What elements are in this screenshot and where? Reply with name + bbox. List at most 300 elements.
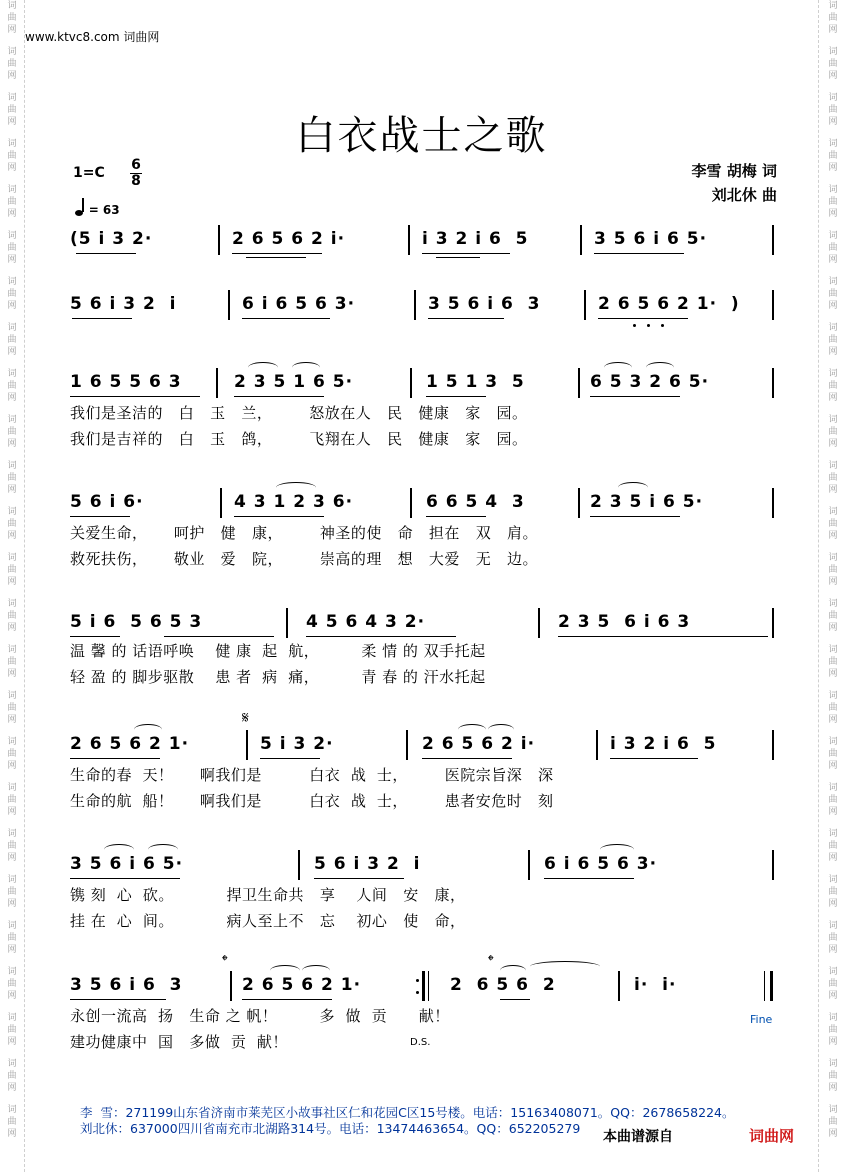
watermark-char: 网 [828,715,838,725]
watermark-char: 网 [828,117,838,127]
slur [604,362,632,373]
watermark-char: 曲 [828,151,838,161]
beam-line [590,396,680,397]
measure: 5 6 i 6· [70,492,144,512]
watermark-char: 词 [7,93,17,103]
ds-marker: D.S. [410,1037,431,1048]
meter-top: 6 [131,157,141,173]
source-label: 本曲谱源自 [603,1129,673,1145]
watermark-char: 曲 [828,841,838,851]
watermark-char: 网 [7,715,17,725]
watermark-char: 词 [7,1105,17,1115]
watermark-char: 曲 [7,703,17,713]
beam-line [426,516,486,517]
beam-line [436,257,480,258]
barline [772,730,774,760]
watermark-char: 词 [828,783,838,793]
beam-line [544,878,634,879]
watermark-char: 网 [828,1037,838,1047]
watermark-char: 词 [828,1013,838,1023]
fine-marker: Fine [750,1013,773,1026]
watermark-char: 网 [7,577,17,587]
watermark-char: 曲 [7,887,17,897]
watermark-char: 网 [828,209,838,219]
measure: 2 6 5 6 2 i· [232,229,346,249]
barline [406,730,408,760]
watermark-char: 词 [828,875,838,885]
slur [104,844,134,855]
watermark-char: 曲 [828,1071,838,1081]
watermark-char: 词 [828,139,838,149]
beam-line [70,999,166,1000]
beam-line [70,758,160,759]
lyric-line-1: 永创一流高 扬 生命 之 帆！ 多 做 贡 献！ [70,1007,450,1025]
watermark-char: 曲 [7,381,17,391]
watermark-char: 网 [7,945,17,955]
beam-line [594,253,684,254]
slur [600,844,634,855]
measure: 5 6 i 3 2 i [314,854,421,874]
watermark-char: 曲 [828,749,838,759]
watermark-char: 词 [7,737,17,747]
footer-contact-1: 李 雪：271199山东省济南市莱芜区小故事社区仁和花园C区15号楼。电话：15163408071。QQ：2678658224。 [80,1105,735,1120]
beam-line [70,516,130,517]
watermark-char: 曲 [7,197,17,207]
watermark-char: 曲 [7,13,17,23]
watermark-char: 曲 [7,1117,17,1127]
barline [772,850,774,880]
watermark-char: 词 [7,1,17,11]
watermark-char: 词 [828,93,838,103]
watermark-char: 曲 [7,749,17,759]
measure: 2 6 5 6 2 1· [242,975,362,995]
watermark-char: 词 [7,323,17,333]
watermark-char: 曲 [828,565,838,575]
watermark-char: 词 [828,553,838,563]
barline [216,368,218,398]
watermark-char: 词 [7,369,17,379]
barline [230,971,232,1001]
beam-line [76,253,136,254]
lyric-line-2: 救死扶伤， 敬业 爱 院， 崇高的理 想 大爱 无 边。 [70,550,539,568]
watermark-char: 网 [828,255,838,265]
watermark-char: 网 [7,531,17,541]
beam-line [234,516,324,517]
measure: 1 5 1 3 5 [426,372,525,392]
watermark-char: 曲 [7,565,17,575]
watermark-char: 词 [828,737,838,747]
watermark-char: 曲 [7,841,17,851]
measure: (5 i 3 2· [70,229,153,249]
watermark-char: 词 [7,1059,17,1069]
beam-line [422,758,512,759]
slur [530,961,600,972]
watermark-char: 词 [828,369,838,379]
barline [584,290,586,320]
watermark-char: 网 [828,899,838,909]
watermark-char: 网 [7,71,17,81]
slur [148,844,178,855]
watermark-char: 曲 [7,1025,17,1035]
repeat-barline [422,971,425,1001]
watermark-char: 曲 [828,795,838,805]
watermark-char: 曲 [7,519,17,529]
key-signature: 1=C [73,165,105,181]
watermark-char: 曲 [828,933,838,943]
watermark-char: 网 [828,807,838,817]
watermark-char: 网 [828,439,838,449]
lyricist-credit: 李雪 胡梅 词 [691,162,777,180]
coda-mark: 𝄌 [222,951,228,970]
measure: 5 i 3 2· [260,734,334,754]
watermark-char: 曲 [7,243,17,253]
final-barline-thin [764,971,765,1001]
watermark-char: 词 [828,691,838,701]
measure: 2 3 5 i 6 5· [590,492,704,512]
low-octave-dot [661,324,664,327]
measure: 4 3 1 2 3 6· [234,492,354,512]
beam-line [590,516,680,517]
watermark-char: 词 [7,277,17,287]
measure: 3 5 6 i 6 5· [70,854,184,874]
watermark-char: 曲 [828,381,838,391]
composer-credit: 刘北休 曲 [711,186,777,204]
watermark-char: 网 [828,25,838,35]
slur [302,965,330,976]
watermark-char: 网 [828,577,838,587]
watermark-char: 网 [828,163,838,173]
watermark-char: 曲 [828,519,838,529]
watermark-char: 曲 [7,105,17,115]
watermark-char: 词 [7,967,17,977]
watermark-char: 曲 [828,657,838,667]
watermark-char: 曲 [7,611,17,621]
slur [618,482,648,493]
measure: 4 5 6 4 3 2· [306,612,426,632]
song-title: 白衣战士之歌 [295,113,548,159]
watermark-char: 曲 [828,13,838,23]
watermark-char: 网 [828,531,838,541]
lyric-line-1: 生命的春 天！ 啊我们是 白衣 战 士， 医院宗旨深 深 [70,766,554,784]
watermark-char: 曲 [828,1117,838,1127]
measure: 6 5 3 2 6 5· [590,372,710,392]
beam-line [558,636,768,637]
tempo-value: = 63 [88,203,120,217]
watermark-char: 网 [828,301,838,311]
watermark-char: 词 [7,599,17,609]
watermark-char: 网 [7,347,17,357]
slur [270,965,300,976]
beam-line [242,999,332,1000]
slur [458,724,486,735]
measure: 2 6 5 6 2 [450,975,556,995]
watermark-char: 网 [828,761,838,771]
watermark-char: 词 [7,921,17,931]
beam-line [70,396,200,397]
watermark-char: 网 [828,945,838,955]
left-watermark-column [2,0,22,1172]
barline [580,225,582,255]
beam-line [610,758,698,759]
watermark-char: 曲 [7,289,17,299]
beam-line [314,878,404,879]
watermark-char: 曲 [828,197,838,207]
watermark-char: 词 [828,599,838,609]
watermark-char: 词 [828,921,838,931]
beam-line [246,257,306,258]
watermark-char: 网 [7,1037,17,1047]
watermark-char: 曲 [7,59,17,69]
lyric-line-1: 镌 刻 心 砍。 捍卫生命共 享 人间 安 康， [70,886,466,904]
measure: 6 i 6 5 6 3· [242,294,356,314]
slur [134,724,162,735]
watermark-char: 曲 [7,979,17,989]
watermark-char: 曲 [828,887,838,897]
low-octave-dot [647,324,650,327]
watermark-char: 网 [7,807,17,817]
watermark-char: 曲 [828,289,838,299]
watermark-char: 曲 [7,657,17,667]
beam-line [426,396,486,397]
watermark-char: 网 [7,1129,17,1139]
measure: 5 6 i 3 2 i [70,294,177,314]
watermark-char: 网 [828,1083,838,1093]
site-logo[interactable]: 词曲网 [749,1127,795,1145]
barline [410,368,412,398]
watermark-char: 曲 [828,1025,838,1035]
segno-mark: 𝄋 [242,708,249,727]
barline [538,608,540,638]
lyric-line-2: 建功健康中 国 多做 贡 献！ [70,1033,288,1051]
barline [408,225,410,255]
watermark-char: 网 [828,347,838,357]
watermark-char: 词 [7,507,17,517]
barline [414,290,416,320]
watermark-char: 词 [7,829,17,839]
measure: 1 6 5 5 6 3 [70,372,182,392]
watermark-char: 曲 [828,243,838,253]
watermark-char: 网 [7,255,17,265]
lyric-line-2: 我们是吉祥的 白 玉 鸽， 飞翔在人 民 健康 家 园。 [70,430,528,448]
watermark-char: 网 [7,25,17,35]
watermark-char: 网 [7,1083,17,1093]
lyric-line-2: 生命的航 船！ 啊我们是 白衣 战 士， 患者安危时 刻 [70,792,554,810]
watermark-char: 网 [7,301,17,311]
barline [618,971,620,1001]
barline [246,730,248,760]
barline [772,290,774,320]
measure: 2 3 5 6 i 6 3 [558,612,691,632]
watermark-char: 词 [828,645,838,655]
watermark-char: 网 [828,669,838,679]
watermark-char: 词 [7,645,17,655]
watermark-char: 网 [828,853,838,863]
coda-mark: 𝄌 [488,951,494,970]
barline [772,608,774,638]
watermark-char: 网 [7,991,17,1001]
watermark-char: 曲 [828,473,838,483]
beam-line [72,318,132,319]
barline [220,488,222,518]
watermark-char: 词 [7,415,17,425]
watermark-char: 网 [828,393,838,403]
watermark-char: 网 [828,485,838,495]
lyric-line-2: 轻 盈 的 脚步驱散 患 者 病 痛， 青 春 的 汗水托起 [70,668,486,686]
beam-line [306,636,456,637]
watermark-char: 网 [7,393,17,403]
barline [578,488,580,518]
watermark-char: 网 [7,853,17,863]
beam-line [428,318,504,319]
lyric-line-1: 关爱生命， 呵护 健 康， 神圣的使 命 担在 双 肩。 [70,524,539,542]
watermark-char: 网 [7,209,17,219]
watermark-char: 曲 [7,795,17,805]
watermark-char: 网 [7,669,17,679]
final-barline [770,971,773,1001]
watermark-char: 词 [828,323,838,333]
watermark-char: 曲 [828,979,838,989]
watermark-char: 词 [7,139,17,149]
watermark-char: 词 [7,231,17,241]
measure: i 3 2 i 6 5 [422,229,529,249]
watermark-char: 词 [7,1013,17,1023]
watermark-char: 曲 [7,933,17,943]
watermark-char: 网 [7,485,17,495]
repeat-dot [416,991,419,994]
measure: 6 6 5 4 3 [426,492,525,512]
watermark-char: 网 [828,991,838,1001]
watermark-char: 网 [828,71,838,81]
slur [488,724,514,735]
meter-bottom: 8 [131,173,141,189]
barline [772,488,774,518]
measure: i 3 2 i 6 5 [610,734,717,754]
watermark-char: 词 [828,829,838,839]
barline [410,488,412,518]
beam-line [70,878,180,879]
watermark-char: 词 [828,47,838,57]
watermark-char: 曲 [828,611,838,621]
watermark-char: 曲 [828,59,838,69]
left-margin-line [24,0,25,1172]
beam-line [422,253,510,254]
measure: 5 i 6 5 6 5 3 [70,612,203,632]
watermark-char: 曲 [828,427,838,437]
beam-line [598,318,688,319]
watermark-char: 词 [828,231,838,241]
watermark-char: 网 [828,1129,838,1139]
barline [228,290,230,320]
site-header: www.ktvc8.com 词曲网 [25,30,160,44]
measure: 3 5 6 i 6 5· [594,229,708,249]
watermark-char: 词 [7,461,17,471]
watermark-char: 词 [828,185,838,195]
barline [772,225,774,255]
beam-line [242,318,330,319]
watermark-char: 词 [828,967,838,977]
watermark-char: 曲 [7,151,17,161]
beam-line [70,636,120,637]
right-watermark-column [823,0,843,1172]
measure: 3 5 6 i 6 3 [428,294,541,314]
watermark-char: 曲 [7,1071,17,1081]
slur [292,362,320,373]
barline [298,850,300,880]
right-margin-line [818,0,819,1172]
barline [286,608,288,638]
slur [646,362,674,373]
watermark-char: 网 [7,163,17,173]
barline [578,368,580,398]
watermark-char: 网 [7,899,17,909]
watermark-char: 词 [828,277,838,287]
watermark-char: 词 [7,553,17,563]
watermark-char: 词 [828,415,838,425]
watermark-char: 词 [7,185,17,195]
watermark-char: 曲 [828,335,838,345]
watermark-char: 词 [7,47,17,57]
watermark-char: 词 [828,1,838,11]
footer-contact-2: 刘北休：637000四川省南充市北湖路314号。电话：13474463654。QQ：652205279 [80,1121,581,1136]
watermark-char: 曲 [7,335,17,345]
watermark-char: 曲 [828,703,838,713]
measure: 2 6 5 6 2 1· [70,734,190,754]
watermark-char: 网 [828,623,838,633]
watermark-char: 网 [7,623,17,633]
watermark-char: 曲 [7,473,17,483]
measure: 3 5 6 i 6 3 [70,975,183,995]
watermark-char: 曲 [7,427,17,437]
beam-line [234,396,324,397]
slur [500,965,526,976]
watermark-char: 词 [7,783,17,793]
slur [248,362,278,373]
tempo-marking [75,200,120,217]
slur [276,482,316,493]
watermark-char: 词 [828,1105,838,1115]
lyric-line-1: 我们是圣洁的 白 玉 兰， 怒放在人 民 健康 家 园。 [70,404,528,422]
measure: 2 6 5 6 2 i· [422,734,536,754]
barline [772,368,774,398]
watermark-char: 网 [7,439,17,449]
watermark-char: 词 [828,507,838,517]
beam-line [260,758,320,759]
beam-line [500,999,530,1000]
beam-line [164,636,274,637]
beam-line [232,253,322,254]
watermark-char: 曲 [828,105,838,115]
measure: 2 6 5 6 2 1· ) [598,294,740,314]
barline [528,850,530,880]
barline [218,225,220,255]
watermark-char: 词 [828,461,838,471]
watermark-char: 词 [828,1059,838,1069]
measure: 2 3 5 1 6 5· [234,372,354,392]
measure: i· i· [634,975,677,995]
watermark-char: 网 [7,761,17,771]
time-signature [130,158,142,189]
watermark-char: 词 [7,875,17,885]
repeat-barline-thin [428,971,429,1001]
low-octave-dot [633,324,636,327]
watermark-char: 词 [7,691,17,701]
repeat-dot [416,979,419,982]
measure: 6 i 6 5 6 3· [544,854,658,874]
note-stem [82,198,84,212]
lyric-line-1: 温 馨 的 话语呼唤 健 康 起 航， 柔 情 的 双手托起 [70,642,486,660]
barline [596,730,598,760]
lyric-line-2: 挂 在 心 间。 病人至上不 忘 初心 使 命， [70,912,466,930]
